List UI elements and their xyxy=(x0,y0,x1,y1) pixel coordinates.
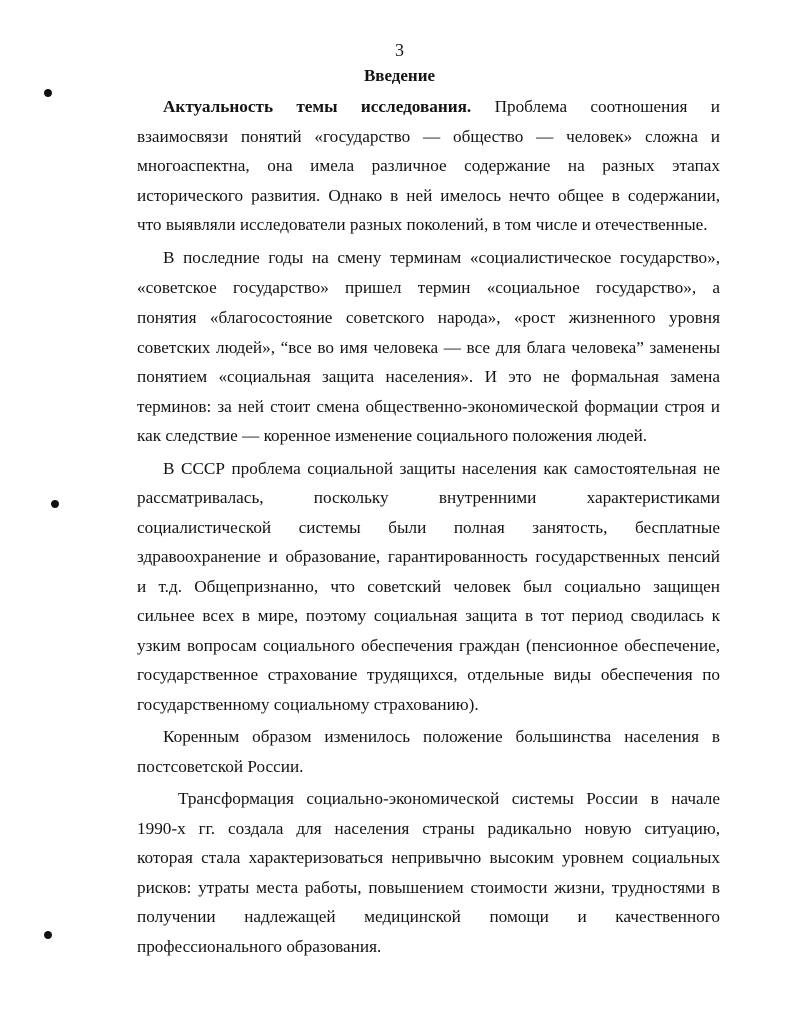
paragraph-line: Трансформация социально-экономической системы России в начале xyxy=(178,789,720,808)
paragraph-line: и т.д. Общепризнанно, что советский человек был социально защищен xyxy=(137,577,720,596)
paragraph-line: взаимосвязи понятий «государство — общество — человек» сложна и xyxy=(137,127,720,146)
paragraph-line xyxy=(163,96,720,118)
paragraph-line: понятием «социальная защита населения». И это не формальная замена xyxy=(137,367,720,386)
paragraph-line: государственному социальному страхованию). xyxy=(137,695,479,714)
paragraph-line: В последние годы на смену терминам «социалистическое государство», xyxy=(163,248,720,267)
punch-hole-mark xyxy=(51,500,59,508)
paragraph-line: что выявляли исследователи разных поколений, в том числе и отечественные. xyxy=(137,215,708,234)
paragraph-line: Коренным образом изменилось положение большинства населения в xyxy=(163,727,720,746)
paragraph-line: понятия «благосостояние советского народа», «рост жизненного уровня xyxy=(137,308,720,327)
paragraph-line: советских людей», “все во имя человека — все для блага человека” заменены xyxy=(137,338,720,357)
paragraph-line: рисков: утраты места работы, повышением стоимости жизни, трудностями в xyxy=(137,878,720,897)
paragraph-line: В СССР проблема социальной защиты населения как самостоятельная не xyxy=(163,459,720,478)
paragraph-line: которая стала характеризоваться непривычно высоким уровнем социальных xyxy=(137,848,720,867)
paragraph-line: «советское государство» пришел термин «социальное государство», а xyxy=(137,278,720,297)
line-text: Проблема соотношения и xyxy=(471,97,720,116)
punch-hole-mark xyxy=(44,931,52,939)
paragraph-line: многоаспектна, она имела различное содержание на разных этапах xyxy=(137,156,720,175)
paragraph-line: как следствие — коренное изменение социального положения людей. xyxy=(137,426,648,445)
paragraph-line: терминов: за ней стоит смена общественно-экономической формации строя и xyxy=(137,397,720,416)
paragraph-line: постсоветской России. xyxy=(137,757,304,776)
paragraph-line: исторического развития. Однако в ней имелось нечто общее в содержании, xyxy=(137,186,720,205)
paragraph-line: получении надлежащей медицинской помощи и качественного xyxy=(137,907,720,926)
page-number: 3 xyxy=(395,40,404,60)
paragraph-line: социалистической системы были полная занятость, бесплатные xyxy=(137,518,720,537)
paragraph-line: профессионального образования. xyxy=(137,937,382,956)
lead-phrase: Актуальность темы исследования. xyxy=(163,97,472,116)
paragraph-line: государственное страхование трудящихся, отдельные виды обеспечения по xyxy=(137,665,720,684)
section-heading: Введение xyxy=(363,66,436,85)
paragraph-line: 1990-х гг. создала для населения страны радикально новую ситуацию, xyxy=(137,819,720,838)
paragraph-line: сильнее всех в мире, поэтому социальная защита в тот период сводилась к xyxy=(137,606,720,625)
punch-hole-mark xyxy=(44,89,52,97)
paragraph-line: узким вопросам социального обеспечения граждан (пенсионное обеспечение, xyxy=(137,636,720,655)
paragraph-line: здравоохранение и образование, гарантированность государственных пенсий xyxy=(137,547,720,566)
paragraph-line: рассматривалась, поскольку внутренними характеристиками xyxy=(137,488,720,507)
